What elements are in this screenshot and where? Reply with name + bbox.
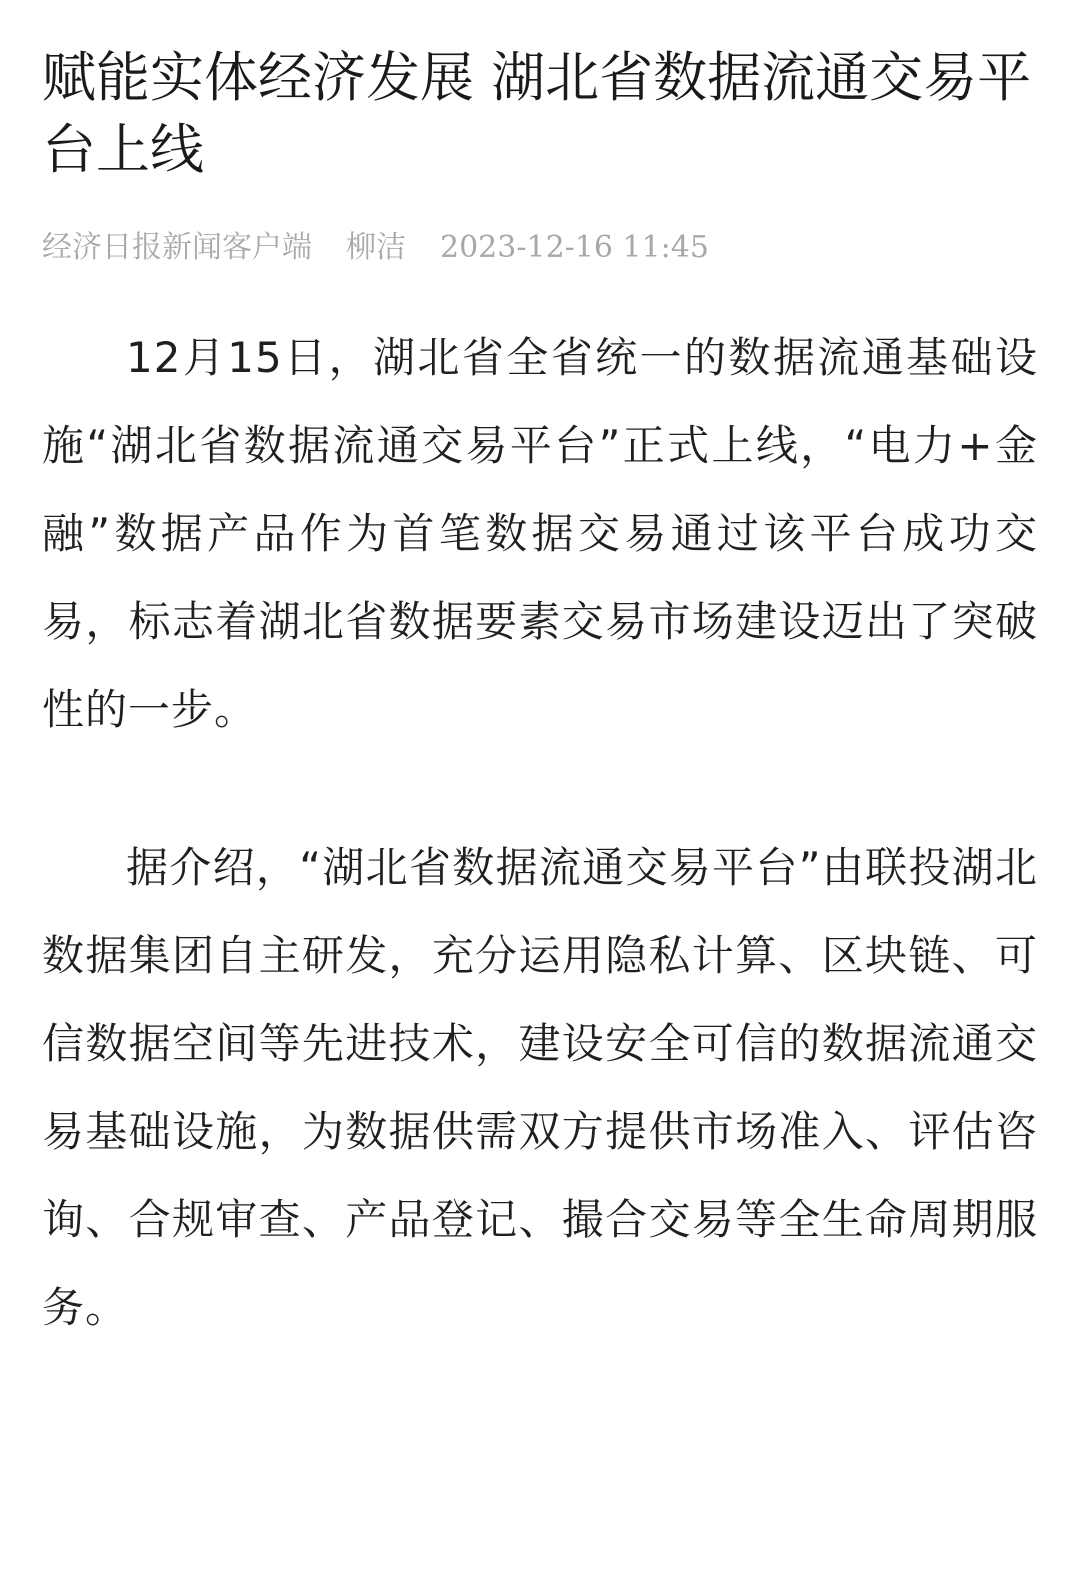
- article: [42, 0, 1038, 1352]
- paragraph-2: 据介绍，“湖北省数据流通交易平台”由联投湖北数据集团自主研发，充分运用隐私计算、区块链、可信数据空间等先进技术，建设安全可信的数据流通交易基础设施，为数据供需双方提供市场准入、评估咨询、合规审查、产品登记、撮合交易等全生命周期服务。: [42, 843, 1038, 1332]
- publish-time: 2023-12-16 11:45: [440, 230, 709, 265]
- source-label[interactable]: 经济日报新闻客户端: [42, 230, 312, 265]
- article-title: 赋能实体经济发展 湖北省数据流通交易平台上线: [42, 46, 1032, 181]
- author-label: 柳洁: [346, 230, 406, 265]
- article-meta: [42, 228, 1038, 268]
- paragraph-1: 12月15日，湖北省全省统一的数据流通基础设施“湖北省数据流通交易平台”正式上线，“电力+金融”数据产品作为首笔数据交易通过该平台成功交易，标志着湖北省数据要素交易市场建设迈出了突破性的一步。: [42, 333, 1038, 734]
